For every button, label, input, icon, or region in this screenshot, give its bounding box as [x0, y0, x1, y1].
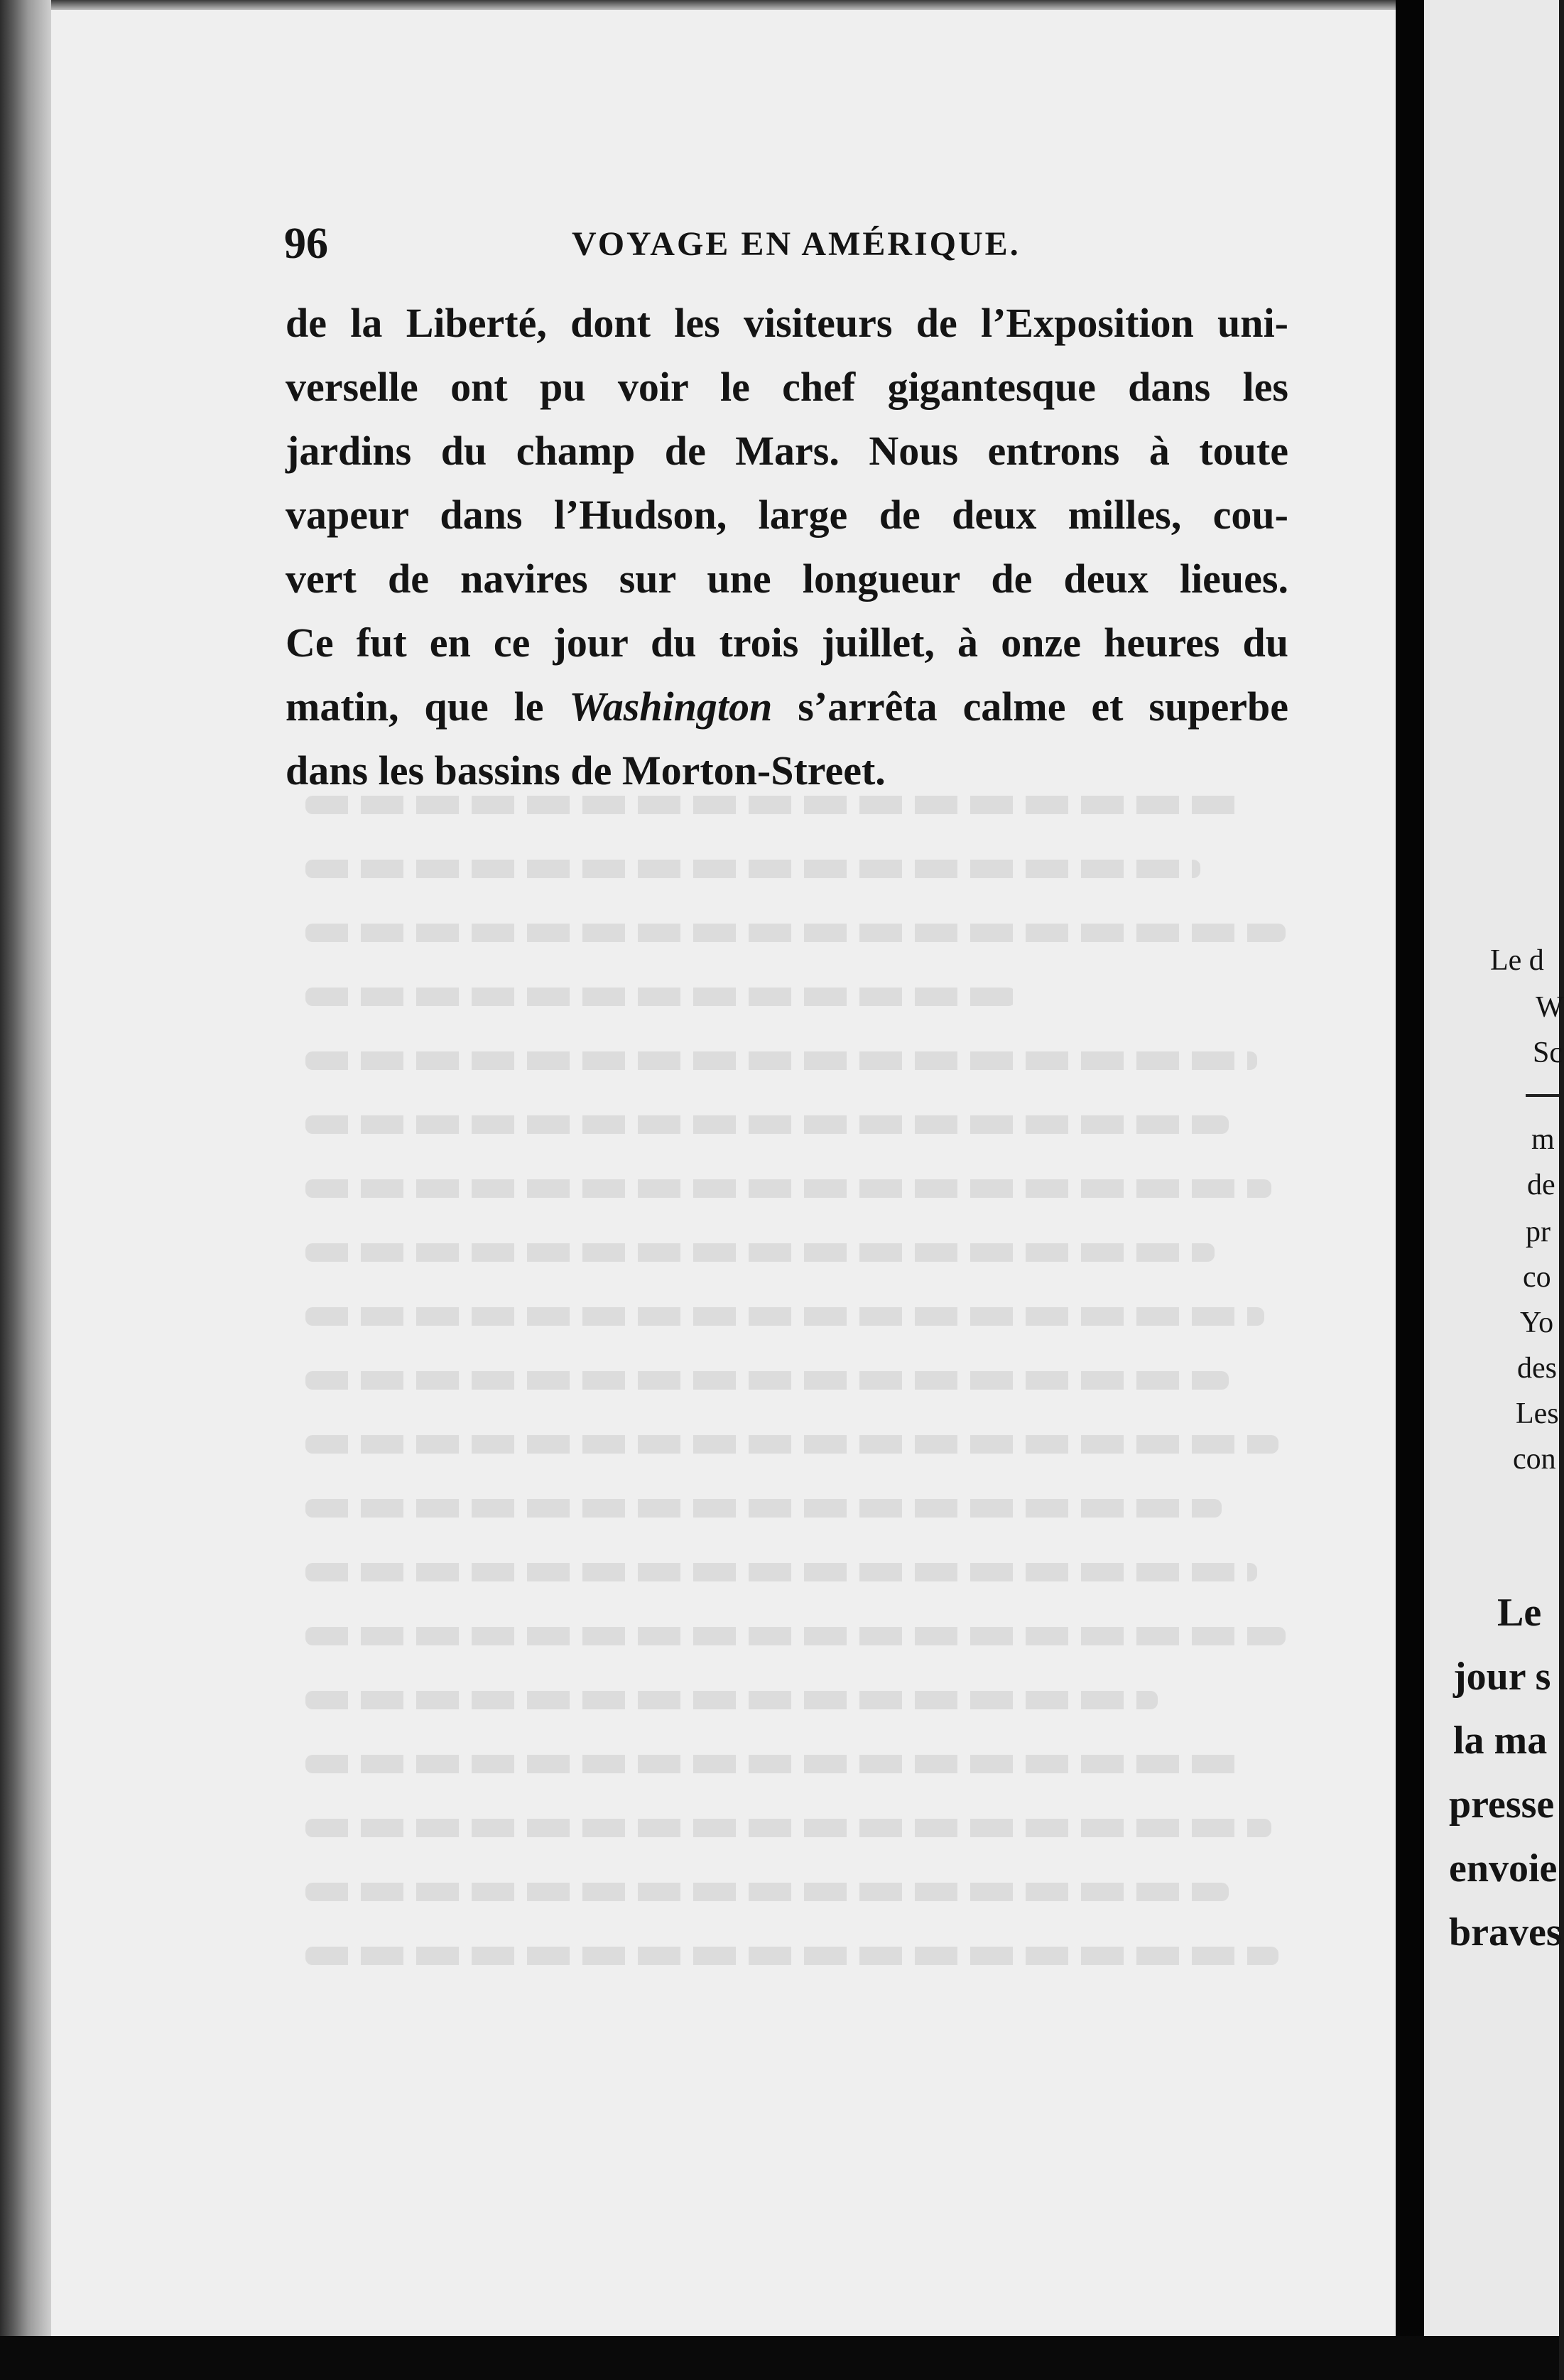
- text-line-2: verselle ont pu voir le chef gigantesque dans les: [286, 364, 1288, 410]
- running-title: VOYAGE EN AMÉRIQUE.: [572, 225, 1021, 263]
- text-line-7-start: matin, que le: [286, 683, 570, 730]
- text-line-8: dans les bassins de Morton-Street.: [286, 747, 886, 794]
- ship-name-italic: Washington: [569, 683, 773, 730]
- facing-fragment: m: [1531, 1123, 1555, 1156]
- page-gutter: [1396, 0, 1424, 2380]
- facing-fragment: des: [1517, 1352, 1557, 1385]
- facing-fragment: Yo: [1520, 1307, 1554, 1339]
- body-text: [286, 291, 1288, 803]
- text-line-3: jardins du champ de Mars. Nous entrons à toute: [286, 428, 1288, 474]
- facing-fragment: con: [1513, 1443, 1556, 1476]
- facing-fragment: Les: [1516, 1397, 1559, 1430]
- facing-fragment: braves: [1449, 1910, 1562, 1954]
- facing-fragment: Sc: [1533, 1037, 1563, 1069]
- text-line-7-end: s’arrêta calme et superbe: [772, 683, 1288, 730]
- facing-fragment: la ma: [1453, 1719, 1548, 1763]
- text-line-6: Ce fut en ce jour du trois juillet, à onze heures du: [286, 620, 1288, 666]
- page-number: 96: [284, 220, 328, 268]
- facing-fragment: pr: [1526, 1216, 1551, 1248]
- bleed-through-text: [305, 796, 1286, 2003]
- text-line-5: vert de navires sur une longueur de deux lieues.: [286, 556, 1288, 602]
- facing-fragment: de: [1527, 1169, 1555, 1201]
- text-line-4: vapeur dans l’Hudson, large de deux milles, cou-: [286, 492, 1288, 538]
- facing-fragment: envoie: [1449, 1846, 1558, 1891]
- facing-fragment: jour s: [1453, 1655, 1551, 1699]
- text-line-7: [286, 675, 1288, 739]
- running-head: [284, 219, 1278, 269]
- bottom-scan-edge: [0, 2336, 1559, 2380]
- facing-fragment: co: [1523, 1261, 1551, 1294]
- text-line-1: de la Liberté, dont les visiteurs de l’Exposition uni-: [286, 300, 1288, 346]
- binding-edge: [0, 0, 51, 2380]
- facing-fragment: presse: [1449, 1783, 1555, 1827]
- facing-fragment: Le d: [1490, 944, 1544, 977]
- facing-fragment: W: [1536, 991, 1564, 1024]
- top-scan-edge: [0, 0, 1559, 10]
- facing-rule: [1526, 1094, 1559, 1097]
- facing-fragment: Le: [1497, 1591, 1542, 1635]
